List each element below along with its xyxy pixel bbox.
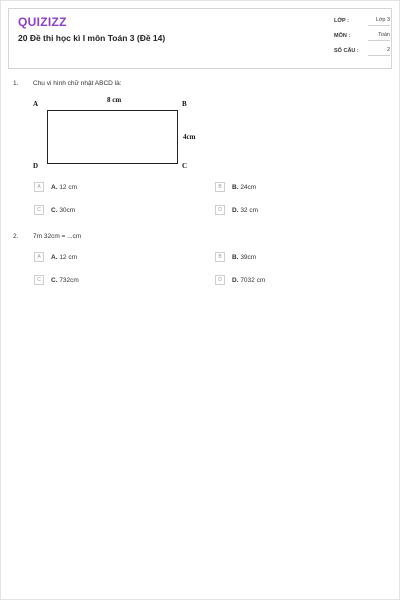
question-2-number: 2. — [13, 233, 19, 240]
q2-option-b-checkbox[interactable]: B — [215, 252, 225, 262]
q1-option-c[interactable] — [51, 207, 75, 214]
q1-option-b-checkbox[interactable]: B — [215, 182, 225, 192]
q2-option-b-text: 39cm — [240, 254, 257, 261]
q2-option-a-letter: A. — [51, 254, 58, 261]
q2-option-a-checkbox[interactable]: A — [34, 252, 44, 262]
q2-option-d-letter: D. — [232, 277, 239, 284]
quizizz-logo: QUIZIZZ — [18, 15, 67, 29]
subject-label: MÔN : — [334, 33, 351, 39]
grade-value: Lớp 3 — [368, 17, 390, 26]
q1-option-b-text: 24cm — [240, 184, 257, 191]
q1-option-a-checkbox[interactable]: A — [34, 182, 44, 192]
q1-option-c-text: 30cm — [59, 207, 76, 214]
question-count-label: SỐ CÂU : — [334, 48, 359, 54]
q1-option-b[interactable] — [232, 184, 256, 191]
q2-option-d[interactable] — [232, 277, 265, 284]
q2-option-c[interactable] — [51, 277, 79, 284]
q2-option-c-text: 732cm — [59, 277, 79, 284]
question-1-number: 1. — [13, 80, 19, 87]
q1-option-d[interactable] — [232, 207, 258, 214]
q2-option-b[interactable] — [232, 254, 256, 261]
q1-option-d-text: 32 cm — [240, 207, 259, 214]
corner-a-label: A — [33, 100, 39, 108]
side-length-label: 4cm — [183, 133, 196, 141]
grade-label: LỚP : — [334, 18, 349, 24]
q2-option-c-checkbox[interactable]: C — [34, 275, 44, 285]
quiz-title: 20 Đề thi học kì I môn Toán 3 (Đề 14) — [18, 33, 166, 43]
question-1-text: Chu vi hình chữ nhật ABCD là: — [33, 80, 122, 87]
rectangle-abcd — [47, 110, 178, 164]
corner-d-label: D — [33, 162, 39, 170]
subject-value: Toán — [368, 32, 390, 41]
q2-option-a[interactable] — [51, 254, 77, 261]
worksheet-header — [8, 8, 392, 69]
q1-option-c-checkbox[interactable]: C — [34, 205, 44, 215]
q1-option-d-checkbox[interactable]: D — [215, 205, 225, 215]
corner-c-label: C — [182, 162, 188, 170]
q1-option-a[interactable] — [51, 184, 77, 191]
question-2-text: 7m 32cm = ...cm — [33, 233, 82, 240]
q1-option-a-letter: A. — [51, 184, 58, 191]
q1-option-a-text: 12 cm — [59, 184, 78, 191]
q2-option-d-checkbox[interactable]: D — [215, 275, 225, 285]
q1-option-c-letter: C. — [51, 207, 58, 214]
q1-option-d-letter: D. — [232, 207, 239, 214]
corner-b-label: B — [182, 100, 187, 108]
top-length-label: 8 cm — [107, 96, 122, 104]
question-count-value: 2 — [368, 47, 390, 56]
q2-option-d-text: 7032 cm — [240, 277, 266, 284]
q2-option-b-letter: B. — [232, 254, 239, 261]
q2-option-a-text: 12 cm — [59, 254, 78, 261]
q1-option-b-letter: B. — [232, 184, 239, 191]
q2-option-c-letter: C. — [51, 277, 58, 284]
